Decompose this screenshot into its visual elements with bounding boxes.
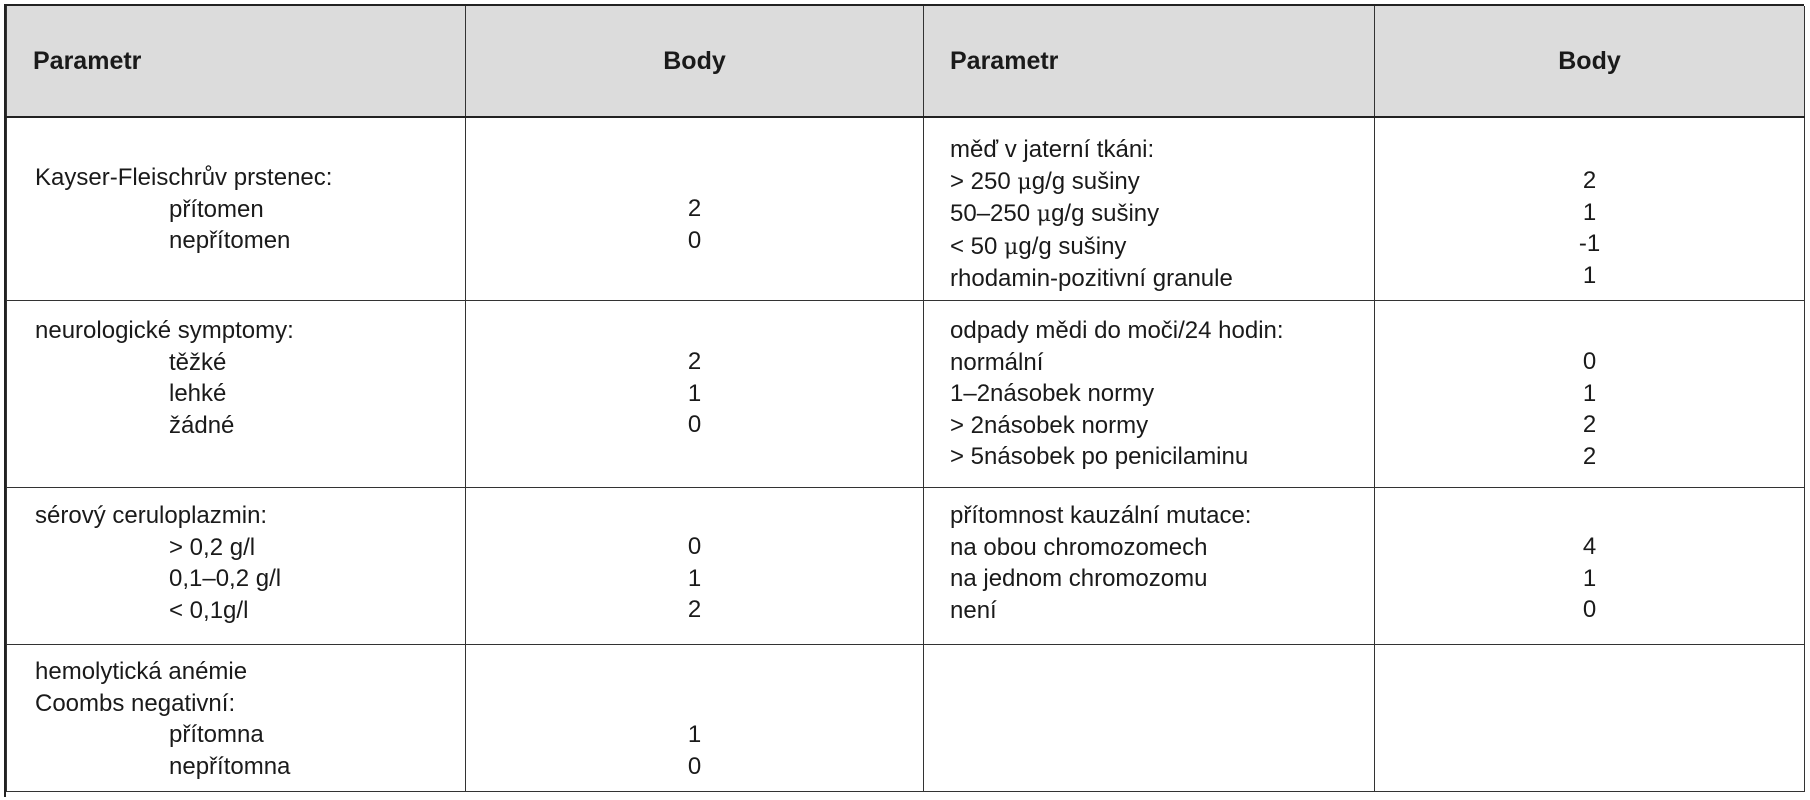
points-value: 1 <box>1582 564 1597 592</box>
points-value: 2 <box>1582 167 1597 194</box>
param-option: 1–2násobek normy <box>950 380 1155 407</box>
header-parametr-left: Parametr <box>7 6 466 117</box>
table-header-row <box>7 6 1805 117</box>
param-option: na jednom chromozomu <box>950 565 1208 592</box>
points-value: 1 <box>1582 198 1597 226</box>
param-option: není <box>950 596 997 624</box>
param-option: > 0,2 g/l <box>169 533 256 561</box>
param-title: měď v jaterní tkáni: <box>950 136 1155 163</box>
points-cell <box>466 117 924 301</box>
points-cell <box>1375 301 1805 488</box>
points-value: 0 <box>687 533 702 560</box>
param-option: 50–250 μg/g sušiny <box>950 200 1160 227</box>
header-body-right: Body <box>1375 6 1805 117</box>
points-value: 1 <box>1582 379 1597 407</box>
points-value: 1 <box>687 721 702 748</box>
header-parametr-right: Parametr <box>924 6 1375 117</box>
param-title: sérový ceruloplazmin: <box>35 502 268 529</box>
table-row <box>7 117 1805 301</box>
scoring-table <box>6 6 1805 792</box>
param-cell-hemolytic-anemia <box>7 645 466 792</box>
param-option: žádné <box>169 411 235 439</box>
points-value: 2 <box>687 348 702 375</box>
param-option: < 50 μg/g sušiny <box>950 232 1127 260</box>
param-title: neurologické symptomy: <box>35 317 294 344</box>
param-option: > 2násobek normy <box>950 411 1149 439</box>
table-row <box>7 645 1805 792</box>
points-value: 1 <box>1582 261 1597 289</box>
table-row <box>7 301 1805 488</box>
param-option: přítomen <box>169 195 264 223</box>
points-value: 0 <box>1582 596 1597 623</box>
scoring-table-page <box>4 4 1804 797</box>
points-value: 1 <box>687 564 702 592</box>
param-option: na obou chromozomech <box>950 533 1208 561</box>
param-title: přítomnost kauzální mutace: <box>950 502 1252 529</box>
param-option: normální <box>950 348 1044 376</box>
param-title: hemolytická anémie <box>35 658 248 685</box>
points-value: 0 <box>687 226 702 254</box>
points-cell <box>466 645 924 792</box>
param-title: odpady mědi do moči/24 hodin: <box>950 317 1284 344</box>
param-option: přítomna <box>169 721 264 748</box>
param-option: < 0,1g/l <box>169 596 249 624</box>
param-option: > 5násobek po penicilaminu <box>950 443 1249 470</box>
points-value: 2 <box>687 596 702 623</box>
param-option: těžké <box>169 348 227 376</box>
param-title-line2: Coombs negativní: <box>35 689 236 717</box>
empty-cell <box>1375 645 1805 792</box>
points-value: 2 <box>687 195 702 222</box>
points-value: 4 <box>1582 533 1597 560</box>
param-cell-ceruloplasmin <box>7 488 466 645</box>
points-cell <box>466 301 924 488</box>
param-cell-causal-mutation <box>924 488 1375 645</box>
empty-cell <box>924 645 1375 792</box>
points-value: 0 <box>1582 348 1597 375</box>
points-value: 2 <box>1582 411 1597 438</box>
param-option: > 250 μg/g sušiny <box>950 167 1140 195</box>
param-title: Kayser-Fleischrův prstenec: <box>35 164 333 191</box>
points-cell <box>1375 488 1805 645</box>
param-cell-liver-copper <box>924 117 1375 301</box>
points-cell <box>466 488 924 645</box>
param-cell-kayser-fleischer <box>7 117 466 301</box>
param-option: nepřítomen <box>169 227 291 254</box>
param-cell-urine-copper <box>924 301 1375 488</box>
points-value: 0 <box>687 752 702 780</box>
points-value: 1 <box>687 379 702 407</box>
table-row <box>7 488 1805 645</box>
param-cell-neurological <box>7 301 466 488</box>
header-body-left: Body <box>466 6 924 117</box>
param-option: lehké <box>169 380 227 407</box>
param-option: 0,1–0,2 g/l <box>169 565 282 592</box>
points-value: 0 <box>687 411 702 438</box>
param-option: nepřítomna <box>169 752 291 780</box>
param-option: rhodamin-pozitivní granule <box>950 265 1233 292</box>
points-cell <box>1375 117 1805 301</box>
points-value: -1 <box>1578 230 1601 257</box>
points-value: 2 <box>1582 442 1597 470</box>
